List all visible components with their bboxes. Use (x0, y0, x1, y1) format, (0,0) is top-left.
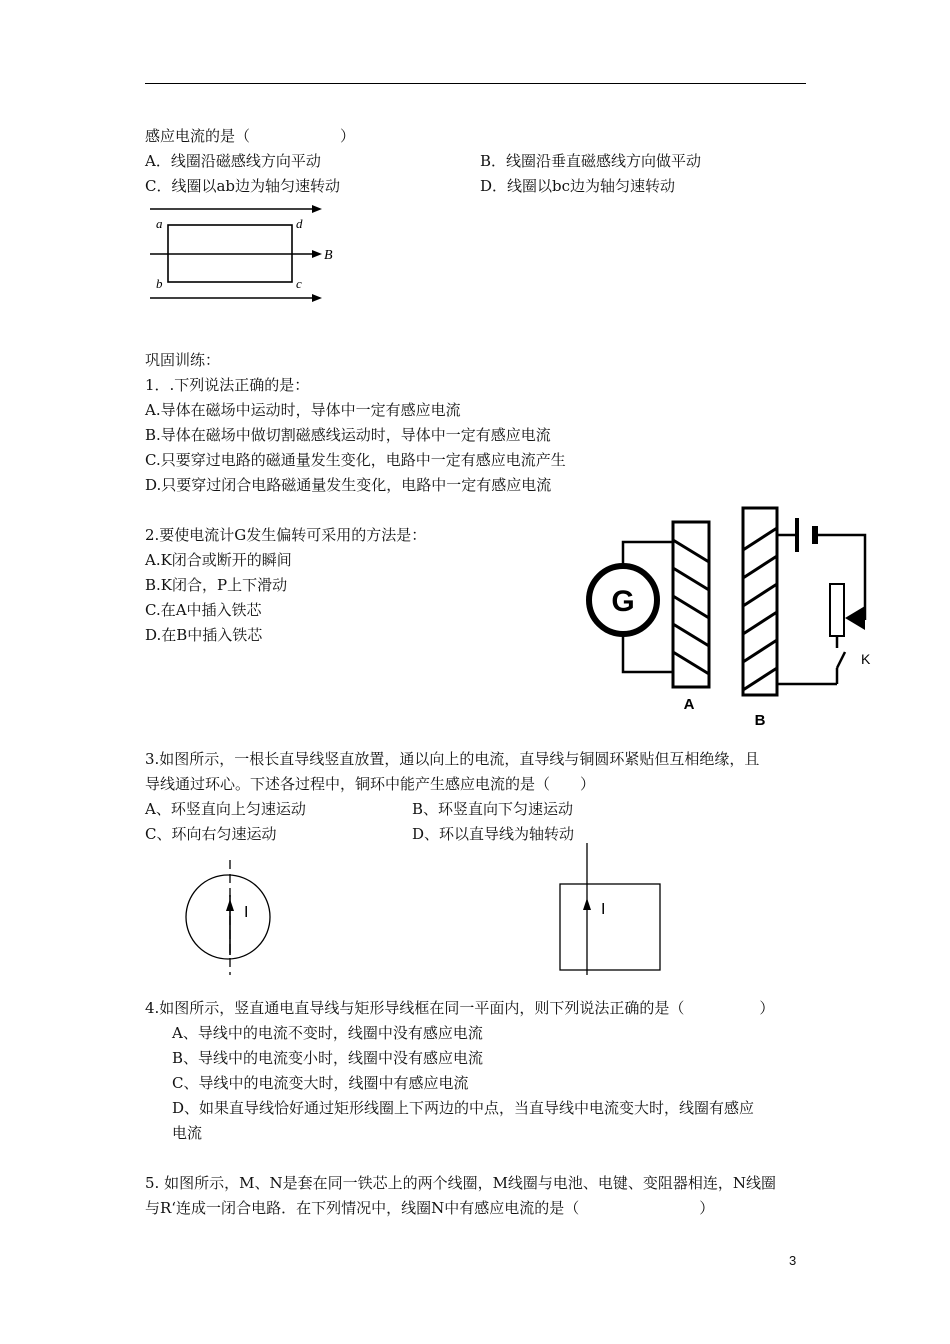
q2-option-a: A.K闭合或断开的瞬间 (145, 551, 292, 569)
q3-option-d: D、环以直导线为轴转动 (412, 825, 575, 843)
q3-line2: 导线通过环心。下述各过程中，铜环中能产生感应电流的是（ ） (145, 775, 596, 793)
q2-option-b: B.K闭合，P上下滑动 (145, 576, 288, 594)
prev-option-c: C．线圈以ab边为轴匀速转动 (145, 177, 341, 195)
label-c: c (296, 276, 302, 291)
q3-option-b: B、环竖直向下匀速运动 (412, 800, 574, 818)
label-switch-k: K (861, 651, 871, 667)
label-field-b: B (324, 248, 333, 263)
label-coil-a: A (683, 696, 695, 713)
q4-option-a: A、导线中的电流不变时，线圈中没有感应电流 (172, 1024, 483, 1042)
q1-option-c: C.只要穿过电路的磁通量发生变化，电路中一定有感应电流产生 (145, 451, 566, 469)
coil-in-field-figure (150, 200, 350, 310)
q3-option-c: C、环向右匀速运动 (145, 825, 277, 843)
q5-line2: 与R‘连成一闭合电路．在下列情况中，线圈N中有感应电流的是（ ） (145, 1199, 715, 1217)
label-current-i-ring: I (244, 904, 249, 921)
prev-option-a: A．线圈沿磁感线方向平动 (145, 152, 321, 170)
q4-option-d-line1: D、如果直导线恰好通过矩形线圈上下两边的中点，当直导线中电流变大时，线圈有感应 (172, 1099, 755, 1117)
galvanometer-coils-figure (575, 500, 895, 730)
prev-option-b: B．线圈沿垂直磁感线方向做平动 (480, 152, 702, 170)
q1-option-b: B.导体在磁场中做切割磁感线运动时，导体中一定有感应电流 (145, 426, 551, 444)
q4-option-c: C、导线中的电流变大时，线圈中有感应电流 (172, 1074, 469, 1092)
q1-option-d: D.只要穿过闭合电路磁通量发生变化，电路中一定有感应电流 (145, 476, 552, 494)
q5-line1: 5. 如图所示，M、N是套在同一铁芯上的两个线圈，M线圈与电池、电键、变阻器相连，N线圈 (145, 1174, 777, 1192)
prev-option-d: D．线圈以bc边为轴匀速转动 (480, 177, 676, 195)
label-d: d (296, 216, 303, 231)
practice-heading: 巩固训练： (145, 351, 221, 369)
q2-option-d: D.在B中插入铁芯 (145, 626, 263, 644)
label-galvanometer-g: G (611, 585, 635, 618)
q4-stem: 4.如图所示，竖直通电直导线与矩形导线框在同一平面内，则下列说法正确的是（ ） (145, 999, 775, 1017)
rectangle-wire-figure (555, 843, 670, 978)
q2-option-c: C.在A中插入铁芯 (145, 601, 262, 619)
ring-wire-figure (180, 855, 280, 980)
label-coil-b: B (754, 712, 766, 729)
q3-option-a: A、环竖直向上匀速运动 (145, 800, 306, 818)
q2-stem: 2.要使电流计G发生偏转可采用的方法是： (145, 526, 427, 544)
q4-option-d-line2: 电流 (172, 1124, 203, 1142)
label-a: a (156, 216, 163, 231)
q3-line1: 3.如图所示，一根长直导线竖直放置，通以向上的电流，直导线与铜圆环紧贴但互相绝缘，且 (145, 750, 760, 768)
q1-option-a: A.导体在磁场中运动时，导体中一定有感应电流 (145, 401, 461, 419)
q1-stem: 1．.下列说法正确的是： (145, 376, 310, 394)
q4-option-b: B、导线中的电流变小时，线圈中没有感应电流 (172, 1049, 484, 1067)
label-current-i-rect: I (601, 901, 606, 918)
page-number: 3 (789, 1253, 797, 1268)
header-rule (145, 83, 806, 84)
label-b: b (156, 276, 163, 291)
prev-question-stem: 感应电流的是（ ） (145, 127, 356, 145)
